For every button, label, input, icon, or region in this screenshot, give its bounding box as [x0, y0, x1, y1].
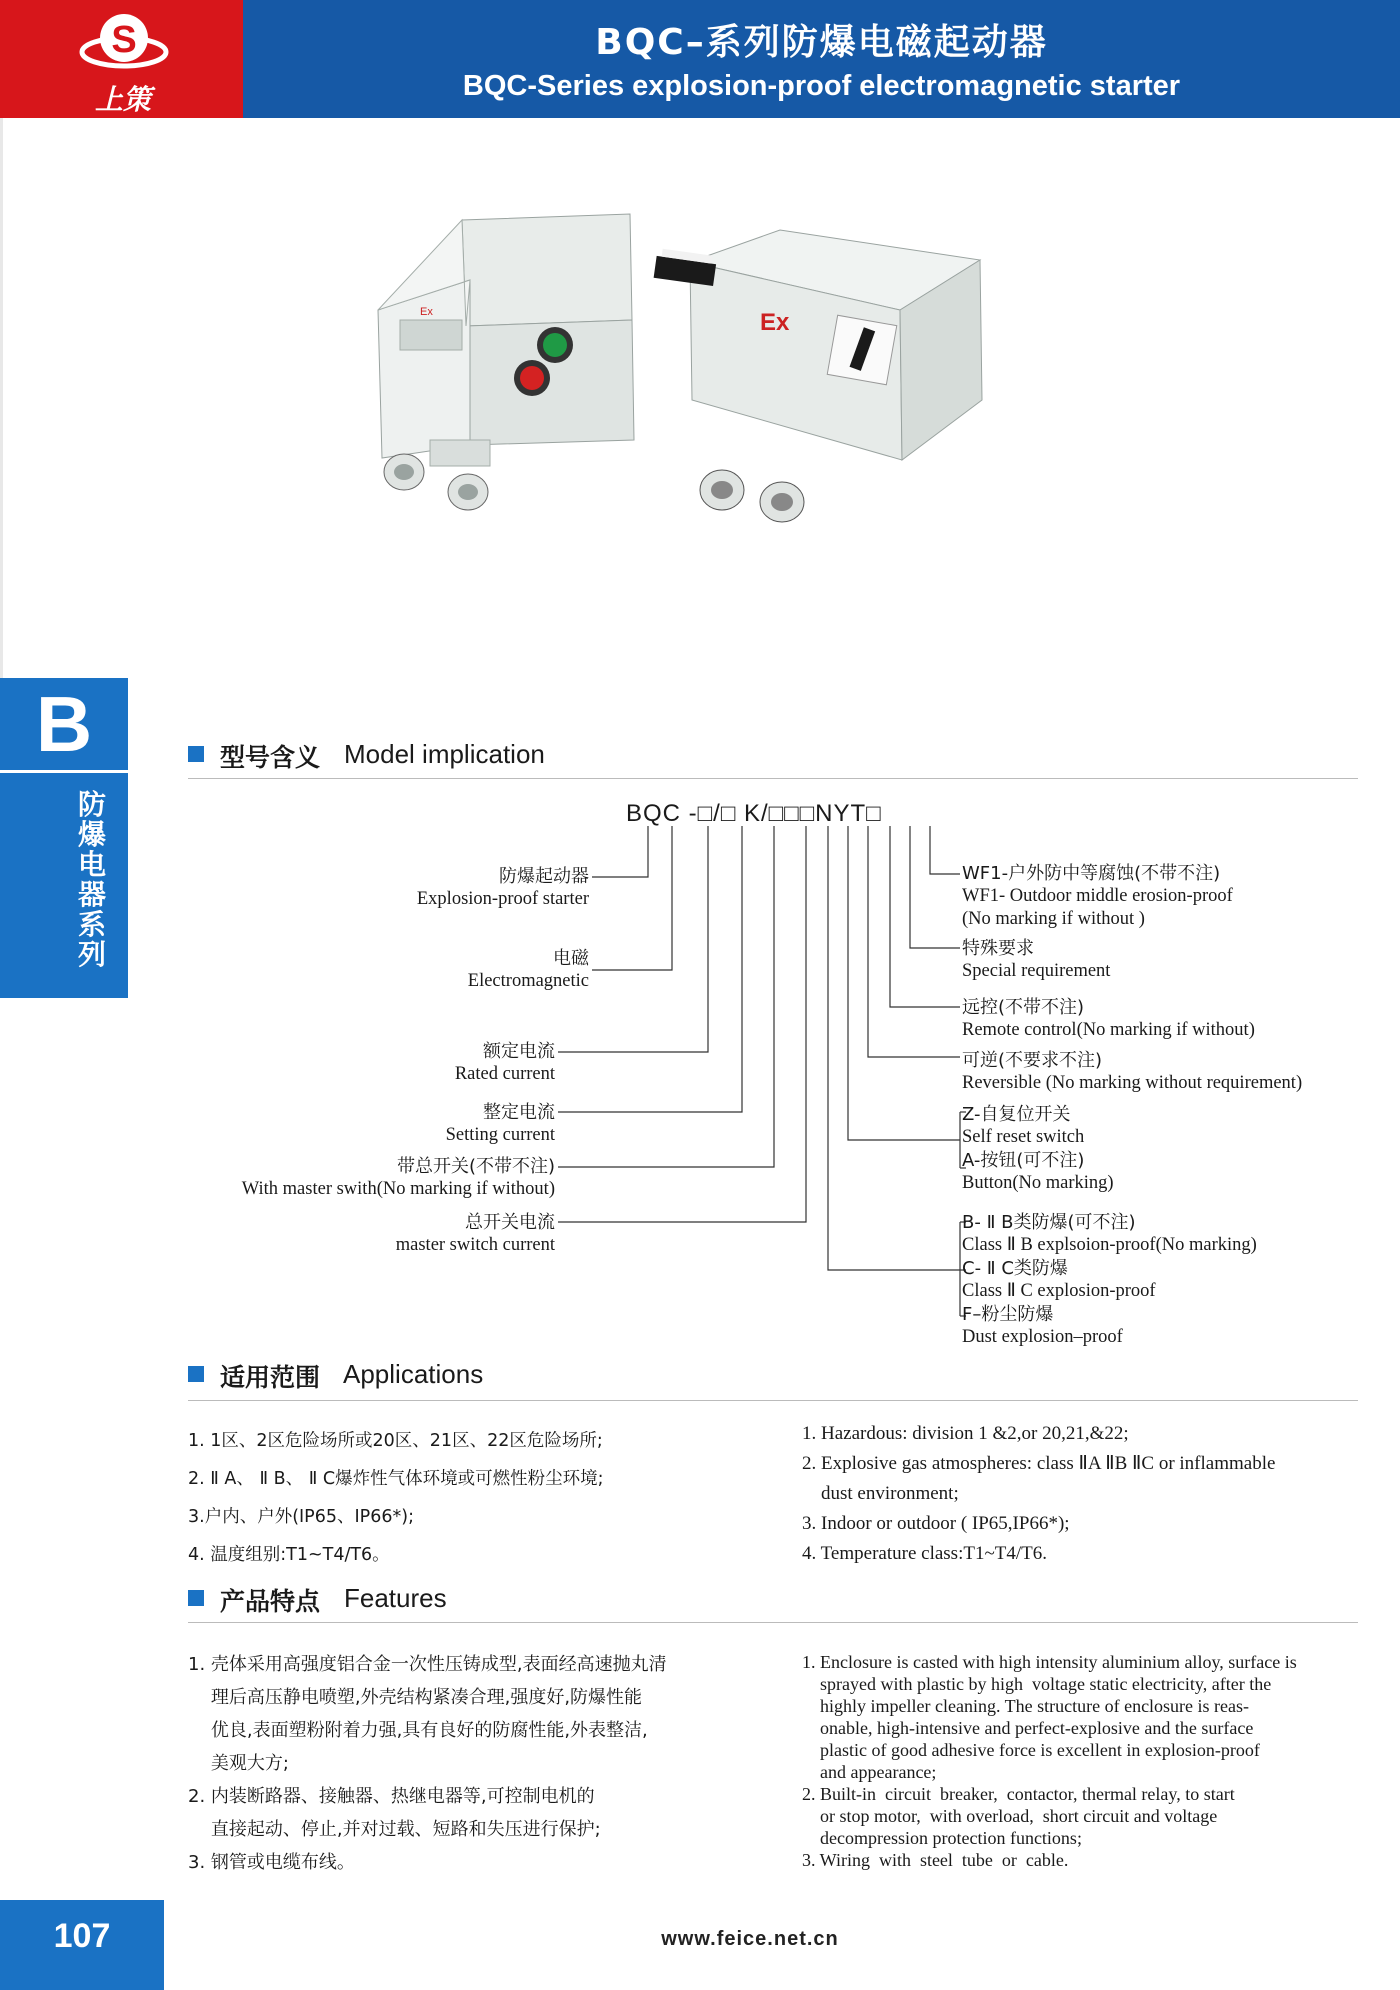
list-item: 美观大方; [188, 1753, 289, 1774]
heading-en: Model implication [344, 739, 545, 769]
heading-zh: 型号含义 [220, 743, 321, 772]
list-item: 3. 钢管或电缆布线。 [188, 1852, 355, 1873]
list-item: dust environment; [802, 1483, 959, 1504]
page-title-en: BQC-Series explosion-proof electromagnetic starter [462, 70, 1181, 102]
list-item: 1. 壳体采用高强度铝合金一次性压铸成型,表面经高速抛丸清 [188, 1654, 667, 1675]
heading-square-icon [188, 1366, 204, 1382]
list-item: highly impeller cleaning. The structure of enclosure is reas- [802, 1696, 1250, 1716]
features-en-list [802, 1651, 1297, 1871]
heading-zh: 产品特点 [220, 1587, 321, 1616]
website-url[interactable]: www.feice.net.cn [661, 1928, 839, 1950]
page-number: 107 [53, 1917, 111, 1955]
list-item: 2. Built-in circuit breaker, contactor, thermal relay, to start [802, 1784, 1235, 1804]
list-item: 3.户内、户外(IP65、IP66*); [188, 1507, 414, 1527]
model-label-rated-current: 额定电流 Rated current [454, 1041, 555, 1084]
heading-square-icon [188, 1590, 204, 1606]
heading-en: Applications [343, 1359, 484, 1389]
list-item: 直接起动、停止,并对过载、短路和失压进行保护; [188, 1819, 601, 1840]
model-label-outdoor-erosion: WF1-户外防中等腐蚀(不带不注) WF1- Outdoor middle erosion-proof (No marking if without ) [962, 863, 1233, 929]
list-item: 3. Indoor or outdoor ( IP65,IP66*); [802, 1513, 1070, 1534]
page-title-zh: BQC–系列防爆电磁起动器 [595, 22, 1048, 63]
model-label-explosion-class: B- Ⅱ B类防爆(可不注) Class Ⅱ B explsoion-proof(No marking) C- Ⅱ C类防爆 Class Ⅱ C explosion-proof F–粉尘防爆 Dust explosion–proof [962, 1212, 1257, 1347]
list-item: 1. Enclosure is casted with high intensity aluminium alloy, surface is [802, 1652, 1297, 1672]
applications-zh-list [188, 1422, 604, 1574]
list-item: 理后高压静电喷塑,外壳结构紧凑合理,强度好,防爆性能 [188, 1687, 643, 1708]
side-tab-letter: B [35, 680, 93, 768]
list-item: 1. 1区、2区危险场所或20区、21区、22区危险场所; [188, 1431, 603, 1451]
logo-text: 上策 [95, 83, 152, 116]
list-item: 1. Hazardous: division 1 &2,or 20,21,&22; [802, 1423, 1129, 1444]
model-label-electromagnetic: 电磁 Electromagnetic [467, 948, 589, 991]
model-label-master-switch: 带总开关(不带不注) With master swith(No marking if without) [241, 1156, 555, 1199]
model-label-remote-control: 远控(不带不注) Remote control(No marking if without) [962, 997, 1255, 1040]
list-item: plastic of good adhesive force is excellent in explosion-proof [802, 1740, 1260, 1760]
list-item: or stop motor, with overload, short circuit and voltage [802, 1806, 1218, 1826]
heading-en: Features [344, 1583, 447, 1613]
list-item: 2. Explosive gas atmospheres: class ⅡA ⅡB ⅡC or inflammable [802, 1453, 1276, 1474]
box2-ex-label: Ex [760, 309, 790, 336]
model-label-special-requirement: 特殊要求 Special requirement [962, 938, 1111, 981]
list-item: sprayed with plastic by high voltage static electricity, after the [802, 1674, 1272, 1694]
model-label-switch-type: Z-自复位开关 Self reset switch A-按钮(可不注) Button(No marking) [962, 1104, 1114, 1193]
model-label-explosion-proof-starter: 防爆起动器 Explosion-proof starter [416, 866, 589, 909]
model-label-reversible: 可逆(不要求不注) Reversible (No marking without requirement) [962, 1050, 1303, 1093]
list-item: onable, high-intensive and perfect-explosive and the surface [802, 1718, 1254, 1738]
list-item: 3. Wiring with steel tube or cable. [802, 1850, 1069, 1870]
features-zh-list [188, 1648, 667, 1879]
model-label-setting-current: 整定电流 Setting current [445, 1102, 555, 1145]
applications-en-list [802, 1419, 1275, 1569]
svg-text:S: S [111, 19, 137, 61]
list-item: 2. Ⅱ A、 Ⅱ B、 Ⅱ C爆炸性气体环境或可燃性粉尘环境; [188, 1469, 604, 1489]
side-tab-text: 防爆电器系列 [77, 788, 106, 971]
heading-zh: 适用范围 [220, 1363, 321, 1392]
list-item: and appearance; [802, 1762, 937, 1782]
list-item: 2. 内装断路器、接触器、热继电器等,可控制电机的 [188, 1786, 595, 1807]
list-item: 4. Temperature class:T1~T4/T6. [802, 1543, 1047, 1564]
list-item: 优良,表面塑粉附着力强,具有良好的防腐性能,外表整洁, [188, 1720, 648, 1741]
model-label-master-switch-current: 总开关电流 master switch current [395, 1212, 555, 1255]
section-rule [188, 1400, 1358, 1401]
list-item: decompression protection functions; [802, 1828, 1082, 1848]
section-rule [188, 1622, 1358, 1623]
list-item: 4. 温度组别:T1~T4/T6。 [188, 1545, 390, 1565]
model-code: BQC -□/□ K/□□□NYT□ [626, 800, 882, 827]
box1-ex-label: Ex [420, 306, 433, 318]
